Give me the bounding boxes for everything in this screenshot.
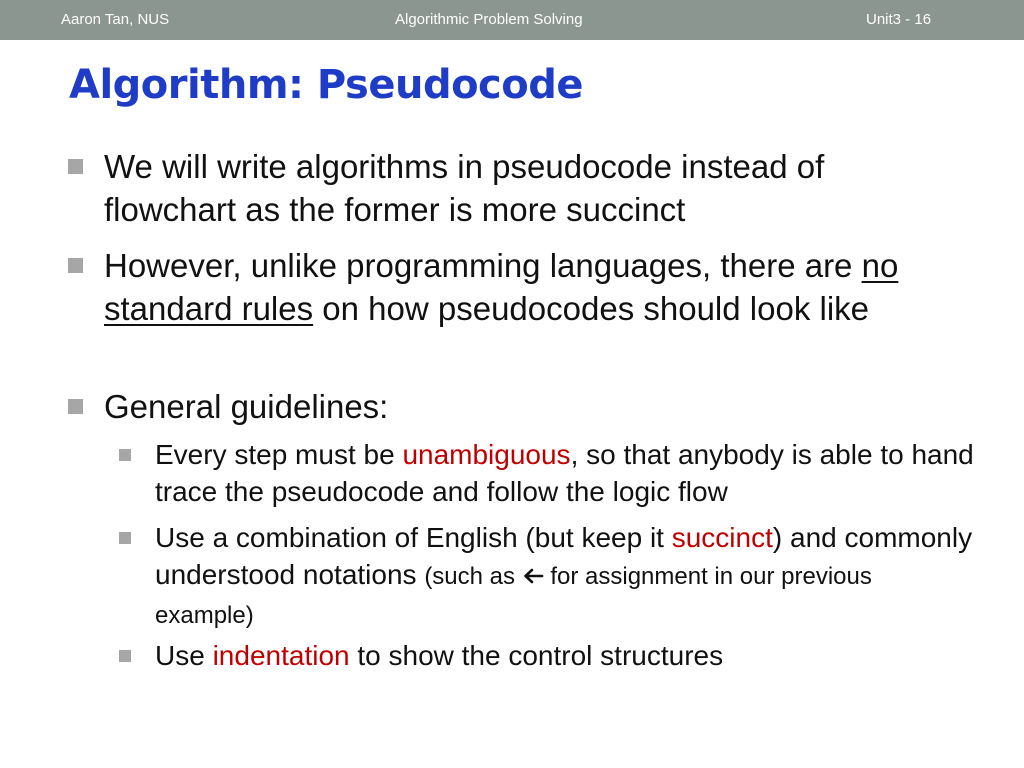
sub-bullet-item-3 [155, 637, 975, 674]
bullet-marker [68, 258, 83, 273]
sub-bullet-marker [119, 449, 131, 461]
sub-bullet-1-pre: Every step must be [155, 439, 403, 470]
bullet-item-3-text: General guidelines: [104, 388, 389, 425]
bullet-marker [68, 159, 83, 174]
sub-bullet-item-1 [155, 436, 975, 510]
sub-bullet-2-pre: Use a combination of English (but keep it [155, 522, 672, 553]
sub-bullet-3-pre: Use [155, 640, 213, 671]
sub-bullet-marker [119, 650, 131, 662]
header-author: Aaron Tan, NUS [61, 11, 170, 28]
bullet-item-2-pre: However, unlike programming languages, there are [104, 247, 862, 284]
left-arrow-icon [522, 557, 544, 594]
header-course: Algorithmic Problem Solving [395, 11, 583, 28]
bullet-item-1 [104, 145, 964, 231]
sub-bullet-item-2 [155, 519, 975, 634]
sub-bullet-2-post: ) and commonly understood notations [155, 522, 973, 590]
header-page-number: Unit3 - 16 [866, 11, 932, 28]
sub-bullet-marker [119, 532, 131, 544]
sub-bullet-3-highlight: indentation [212, 640, 350, 671]
sub-bullet-1-highlight: unambiguous [402, 439, 571, 470]
bullet-item-3 [104, 385, 964, 428]
bullet-item-2 [104, 244, 964, 330]
sub-bullet-1-post: , so that anybody is able to hand trace the pseudocode and follow the logic flow [155, 439, 974, 507]
bullet-item-2-underlined: no standard rules [104, 247, 899, 327]
sub-bullet-3-post: to show the control structures [349, 640, 724, 671]
slide-title: Algorithm: Pseudocode [69, 62, 584, 108]
bullet-marker [68, 399, 83, 414]
sub-bullet-2-highlight: succinct [671, 522, 773, 553]
bullet-item-2-post: on how pseudocodes should look like [313, 290, 870, 327]
sub-bullet-2-small-pre: (such as [424, 563, 522, 590]
bullet-item-1-text: We will write algorithms in pseudocode instead of flowchart as the former is more succinct [104, 148, 825, 228]
sub-bullet-2-small-post: for assignment in our previous example) [155, 563, 872, 629]
